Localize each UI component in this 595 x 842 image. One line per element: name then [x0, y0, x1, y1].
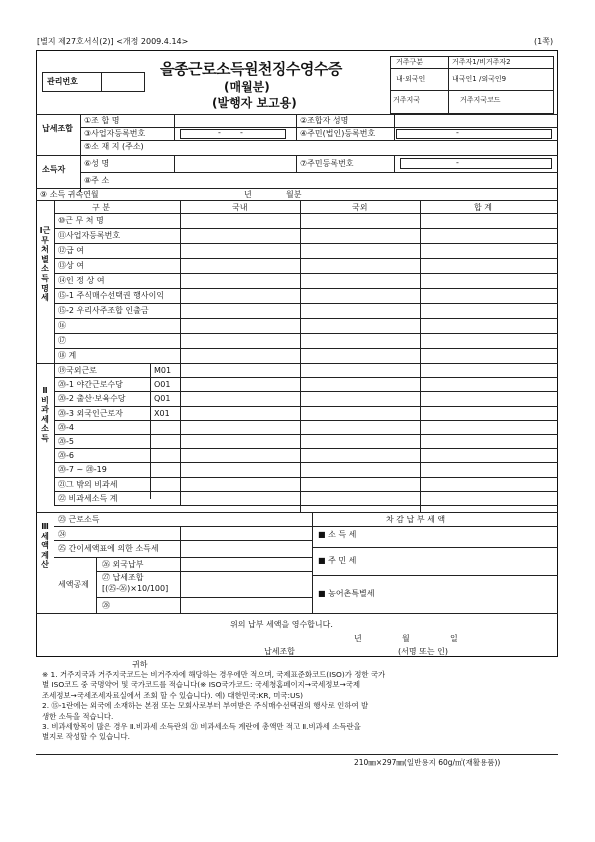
- income-cell-foreign[interactable]: [301, 349, 419, 362]
- income-cell-domestic[interactable]: [181, 259, 299, 272]
- page-number: (1쪽): [534, 37, 554, 46]
- nontaxable-cell-total[interactable]: [421, 378, 557, 390]
- nontaxable-cell-domestic[interactable]: [181, 378, 299, 390]
- paper-spec: 210㎜×297㎜(일반용지 60g/㎡(재활용품)): [354, 758, 501, 767]
- income-row-label: ⑰: [58, 336, 66, 345]
- nontaxable-cell-foreign[interactable]: [301, 435, 419, 447]
- income-cell-domestic[interactable]: [181, 274, 299, 287]
- nontaxable-cell-total[interactable]: [421, 421, 557, 433]
- nontaxable-cell-domestic[interactable]: [181, 435, 299, 447]
- income-cell-total[interactable]: [421, 289, 557, 302]
- income-cell-total[interactable]: [421, 349, 557, 362]
- union-address-label: ⑤소 재 지 (주소): [84, 142, 144, 151]
- form-id: [별지 제27호서식(2)] <개정 2009.4.14>: [37, 37, 189, 46]
- net-payable-header: 차 감 납 부 세 액: [386, 515, 446, 524]
- form-subtitle-monthly: (매월분): [224, 80, 270, 94]
- income-cell-domestic[interactable]: [181, 289, 299, 302]
- income-cell-domestic[interactable]: [181, 304, 299, 317]
- nontaxable-row-label: ⑳-6: [58, 451, 74, 461]
- corp-reg-field[interactable]: [396, 129, 552, 139]
- rural-tax-label: ■ 농어촌특별세: [318, 589, 375, 598]
- period-month: 월분: [286, 190, 302, 199]
- income-cell-domestic[interactable]: [181, 334, 299, 347]
- note-line: 조세정보→국세조세자료실에서 조회 할 수 있습니다). 예) 대한민국:KR, 미국:US): [42, 690, 303, 700]
- nontaxable-cell-foreign[interactable]: [301, 478, 419, 490]
- earner-section-label: 소득자: [42, 165, 66, 174]
- col-total-header: 합 계: [474, 203, 492, 212]
- note-line: 3. 비과세항목이 많은 경우 Ⅱ.비과세 소득란의 ㉑ 비과세소득 계란에 총액만 적고 Ⅱ.비과세 소득란을: [42, 722, 361, 732]
- receipt-day: 일: [450, 634, 458, 643]
- residency-value[interactable]: 거주자1/비거주자2: [452, 58, 511, 66]
- income-cell-total[interactable]: [421, 319, 557, 332]
- earner-id-field[interactable]: [400, 158, 552, 169]
- nontaxable-cell-foreign[interactable]: [301, 378, 419, 390]
- nontaxable-row-label: ㉑그 밖의 비과세: [58, 479, 118, 489]
- nontaxable-cell-foreign[interactable]: [301, 364, 419, 376]
- income-cell-foreign[interactable]: [301, 304, 419, 317]
- nontaxable-cell-foreign[interactable]: [301, 492, 419, 504]
- income-row-label: ⑱ 계: [58, 351, 77, 360]
- foreign-paid-label: ㉖ 외국납부: [102, 560, 144, 569]
- nontaxable-cell-foreign[interactable]: [301, 421, 419, 433]
- union-credit-formula: [(㉕-㉖)×10/100]: [102, 584, 169, 593]
- nontaxable-cell-domestic[interactable]: [181, 421, 299, 433]
- note-line: 생한 소득을 적습니다.: [42, 711, 114, 721]
- receipt-month: 월: [402, 634, 410, 643]
- residence-country-label: 거주지국: [393, 96, 421, 104]
- section1-vertical-label: Ⅰ근무처별소득명세: [39, 226, 51, 303]
- income-cell-total[interactable]: [421, 274, 557, 287]
- income-cell-total[interactable]: [421, 304, 557, 317]
- nontaxable-row-label: ⑳-4: [58, 422, 74, 432]
- income-cell-domestic[interactable]: [181, 349, 299, 362]
- nontaxable-cell-domestic[interactable]: [181, 463, 299, 475]
- form-subtitle-issuer: (발행자 보고용): [212, 96, 297, 110]
- mgmt-no-label: 관리번호: [47, 77, 78, 86]
- payer-section-label: 납세조합: [42, 124, 73, 133]
- income-row-label: ⑯: [58, 321, 66, 330]
- income-row-label: ⑭인 정 상 여: [58, 276, 105, 285]
- earner-address-label: ⑧주 소: [84, 176, 110, 185]
- nontaxable-row-label: ⑲국외근로: [58, 366, 97, 375]
- income-row-label: ⑮-2 우리사주조합 인출금: [58, 306, 149, 315]
- income-cell-foreign[interactable]: [301, 289, 419, 302]
- income-cell-total[interactable]: [421, 259, 557, 272]
- income-cell-foreign[interactable]: [301, 319, 419, 332]
- col-foreign-header: 국외: [352, 203, 368, 212]
- nontaxable-code: M01: [154, 366, 172, 375]
- earned-income-label: ㉓ 근로소득: [58, 515, 100, 524]
- nontaxable-row-label: ㉒ 비과세소득 계: [58, 493, 118, 503]
- income-cell-foreign[interactable]: [301, 214, 419, 227]
- nontaxable-cell-total[interactable]: [421, 364, 557, 376]
- income-cell-foreign[interactable]: [301, 244, 419, 257]
- income-cell-foreign[interactable]: [301, 259, 419, 272]
- nontaxable-cell-domestic[interactable]: [181, 478, 299, 490]
- note-line: 별 ISO코드 중 국명약어 및 국가코드를 적습니다(※ ISO국가코드: 국세청홈페이지→국세정보→국제: [42, 680, 361, 690]
- income-cell-total[interactable]: [421, 334, 557, 347]
- income-cell-total[interactable]: [421, 229, 557, 242]
- note-line: 별지로 작성할 수 있습니다.: [42, 732, 130, 742]
- nontaxable-cell-foreign[interactable]: [301, 449, 419, 461]
- row-24-label: ㉔: [58, 530, 66, 539]
- nontaxable-code: O01: [154, 380, 171, 390]
- nontaxable-row-label: ⑳-2 출산·보육수당: [58, 394, 126, 404]
- nontaxable-cell-foreign[interactable]: [301, 407, 419, 419]
- income-cell-foreign[interactable]: [301, 334, 419, 347]
- union-credit-label: ㉗ 납세조합: [102, 573, 144, 582]
- income-row-label: ⑩근 무 처 명: [58, 216, 104, 225]
- col-domestic-header: 국내: [232, 203, 248, 212]
- nontaxable-cell-domestic[interactable]: [181, 364, 299, 376]
- nontaxable-cell-foreign[interactable]: [301, 463, 419, 475]
- income-cell-foreign[interactable]: [301, 229, 419, 242]
- nationality-value[interactable]: 내국인1 /외국인9: [452, 75, 507, 83]
- section3-vertical-label: Ⅲ세액계산: [41, 522, 49, 570]
- earner-name-label: ⑥성 명: [84, 159, 110, 168]
- receipt-statement: 위의 납부 세액을 영수합니다.: [230, 620, 333, 629]
- col-item-header: 구 분: [92, 203, 110, 212]
- nontaxable-cell-total[interactable]: [421, 392, 557, 404]
- nontaxable-row-label: ⑳-5: [58, 437, 74, 446]
- notes: [42, 670, 552, 743]
- biz-reg-label: ③사업자등록번호: [84, 129, 146, 138]
- income-cell-domestic[interactable]: [181, 244, 299, 257]
- receipt-union: 납세조합: [264, 647, 295, 656]
- addressee-label: 귀하: [132, 660, 148, 669]
- note-line: ※ 1. 거주지국과 거주지국코드는 비거주자에 해당하는 경우에만 적으며, 국제표준화코드(ISO)가 정한 국가: [42, 670, 386, 679]
- income-period-label: ⑨ 소득 귀속연월: [40, 190, 99, 199]
- nontaxable-row-label: ⑳-3 외국인근로자: [58, 408, 123, 418]
- income-cell-domestic[interactable]: [181, 214, 299, 227]
- income-cell-foreign[interactable]: [301, 274, 419, 287]
- nontaxable-cell-domestic[interactable]: [181, 392, 299, 404]
- income-row-label: ⑪사업자등록번호: [58, 231, 121, 240]
- nontaxable-code: X01: [154, 408, 170, 418]
- corp-reg-label: ④주민(법인)등록번호: [300, 129, 376, 138]
- form-page: [별지 제27호서식(2)] <개정 2009.4.14> (1쪽) 관리번호 을종근로소득원천징수영수증 (매월분) (발행자 보고용) 거주구분 거주자1/비거주자2 내·외국인 내국인1 /외국인9 거주지국 거주지국코드 납세조합 ①조 합 명 ②조합자 성명 ③사업자등록번호 ④주민(법인)등록번호 - - - ⑤소 재 지 (주소) 소득자 ⑥성 명 ⑦주민등록번호 - ⑧주 소 ⑨ 소득 귀속연월 년 월분 구 분 국내 국외 합 계 Ⅰ근무처별소득명세 ⑩근 무 처 명 ⑪사업자등록번호 ⑫급 여 ⑬상 여 ⑭인 정 상 여 ⑮-1 주식매수선택권 행사이익 ⑮-2 우리사주조합 인출금 ⑯ ⑰ ⑱ 계 Ⅱ비과세소득 ⑲국외근로 M01 ⑳-1 야간근로수당 O01 ⑳-2 출산·보육수당 Q01 ⑳-3 외국인근로자 X01 ⑳-4 ⑳-5 ⑳-6 ⑳-7 ~ ⑳-19 ㉑그 밖의 비과세 ㉒ 비과세소득 계 Ⅲ세액계산 ㉓ 근로소득 ㉔ ㉕ 간이세액표에 의한 소득세 세액공제 ㉖ 외국납부 ㉗ 납세조합 [(㉕-㉖)×10/100] ㉘ 차 감 납 부 세 액 ■ 소 득 세 ■ 주 민 세 ■ 농어촌특별세 위의 납부 세액을 영수합니다. 년 월 일 납세조합 (서명 또는 인) 귀하 ※ 1. 거주지국과 거주지국코드는 비거주자에 해당하는 경우에만 적으며, 국제표준화코드(ISO)가 정한 국가 별 ISO코드 중 국명약어 및 국가코드를 적습니다(※ ISO국가코드: 국세청홈페이지→국세정보→국제 조세정보→국세조세자료실에서 조회 할 수 있습니다). 예) 대한민국:KR, 미국:US) 2. ⑮-1란에는 외국에 소재하는 본점 또는 모회사로부터 부여받은 주식매수선택권의 행사로 인하여 발 생한 소득을 적습니다. 3. 비과세항목이 많은 경우 Ⅱ.비과세 소득란의 ㉑ 비과세소득 계란에 총액만 적고 Ⅱ.비과세 소득란을 별지로 작성할 수 있습니다. 210㎜×297㎜(일반용지 60g/㎡(재활용품)): [0, 0, 595, 842]
- signature-label: (서명 또는 인): [398, 647, 448, 656]
- row-28-label: ㉘: [102, 601, 110, 610]
- nontaxable-cell-domestic[interactable]: [181, 407, 299, 419]
- nontaxable-cell-total[interactable]: [421, 463, 557, 475]
- period-year: 년: [244, 190, 252, 199]
- income-row-label: ⑫급 여: [58, 246, 84, 255]
- income-row-label: ⑬상 여: [58, 261, 84, 270]
- nontaxable-row-label: ⑳-1 야간근로수당: [58, 380, 123, 390]
- nontaxable-cell-total[interactable]: [421, 435, 557, 447]
- form-title: 을종근로소득원천징수영수증: [160, 60, 342, 78]
- income-cell-total[interactable]: [421, 214, 557, 227]
- income-cell-domestic[interactable]: [181, 319, 299, 332]
- nontaxable-cell-total[interactable]: [421, 449, 557, 461]
- nontaxable-cell-total[interactable]: [421, 478, 557, 490]
- union-head-label: ②조합자 성명: [300, 116, 349, 125]
- receipt-year: 년: [354, 634, 362, 643]
- tax-credit-label: 세액공제: [58, 580, 89, 589]
- note-line: 2. ⑮-1란에는 외국에 소재하는 본점 또는 모회사로부터 부여받은 주식매수선택권의 행사로 인하여 발: [42, 701, 369, 711]
- income-cell-total[interactable]: [421, 244, 557, 257]
- biz-reg-field[interactable]: [180, 129, 286, 139]
- nontaxable-cell-domestic[interactable]: [181, 492, 299, 504]
- income-cell-domestic[interactable]: [181, 229, 299, 242]
- residence-country-code-label: 거주지국코드: [460, 96, 501, 104]
- union-name-label: ①조 합 명: [84, 116, 120, 125]
- residency-label: 거주구분: [396, 58, 424, 66]
- income-tax-label: ■ 소 득 세: [318, 530, 357, 539]
- simplified-tax-label: ㉕ 간이세액표에 의한 소득세: [58, 544, 159, 553]
- section2-vertical-label: Ⅱ비과세소득: [41, 386, 49, 443]
- nationality-label: 내·외국인: [396, 75, 426, 83]
- income-row-label: ⑮-1 주식매수선택권 행사이익: [58, 291, 165, 300]
- nontaxable-code: Q01: [154, 394, 171, 404]
- nontaxable-cell-total[interactable]: [421, 407, 557, 419]
- nontaxable-row-label: ⑳-7 ~ ⑳-19: [58, 465, 107, 475]
- mgmt-no-field[interactable]: [101, 72, 145, 92]
- earner-id-label: ⑦주민등록번호: [300, 159, 354, 168]
- nontaxable-cell-foreign[interactable]: [301, 392, 419, 404]
- nontaxable-cell-domestic[interactable]: [181, 449, 299, 461]
- nontaxable-cell-total[interactable]: [421, 492, 557, 504]
- resident-tax-label: ■ 주 민 세: [318, 556, 357, 565]
